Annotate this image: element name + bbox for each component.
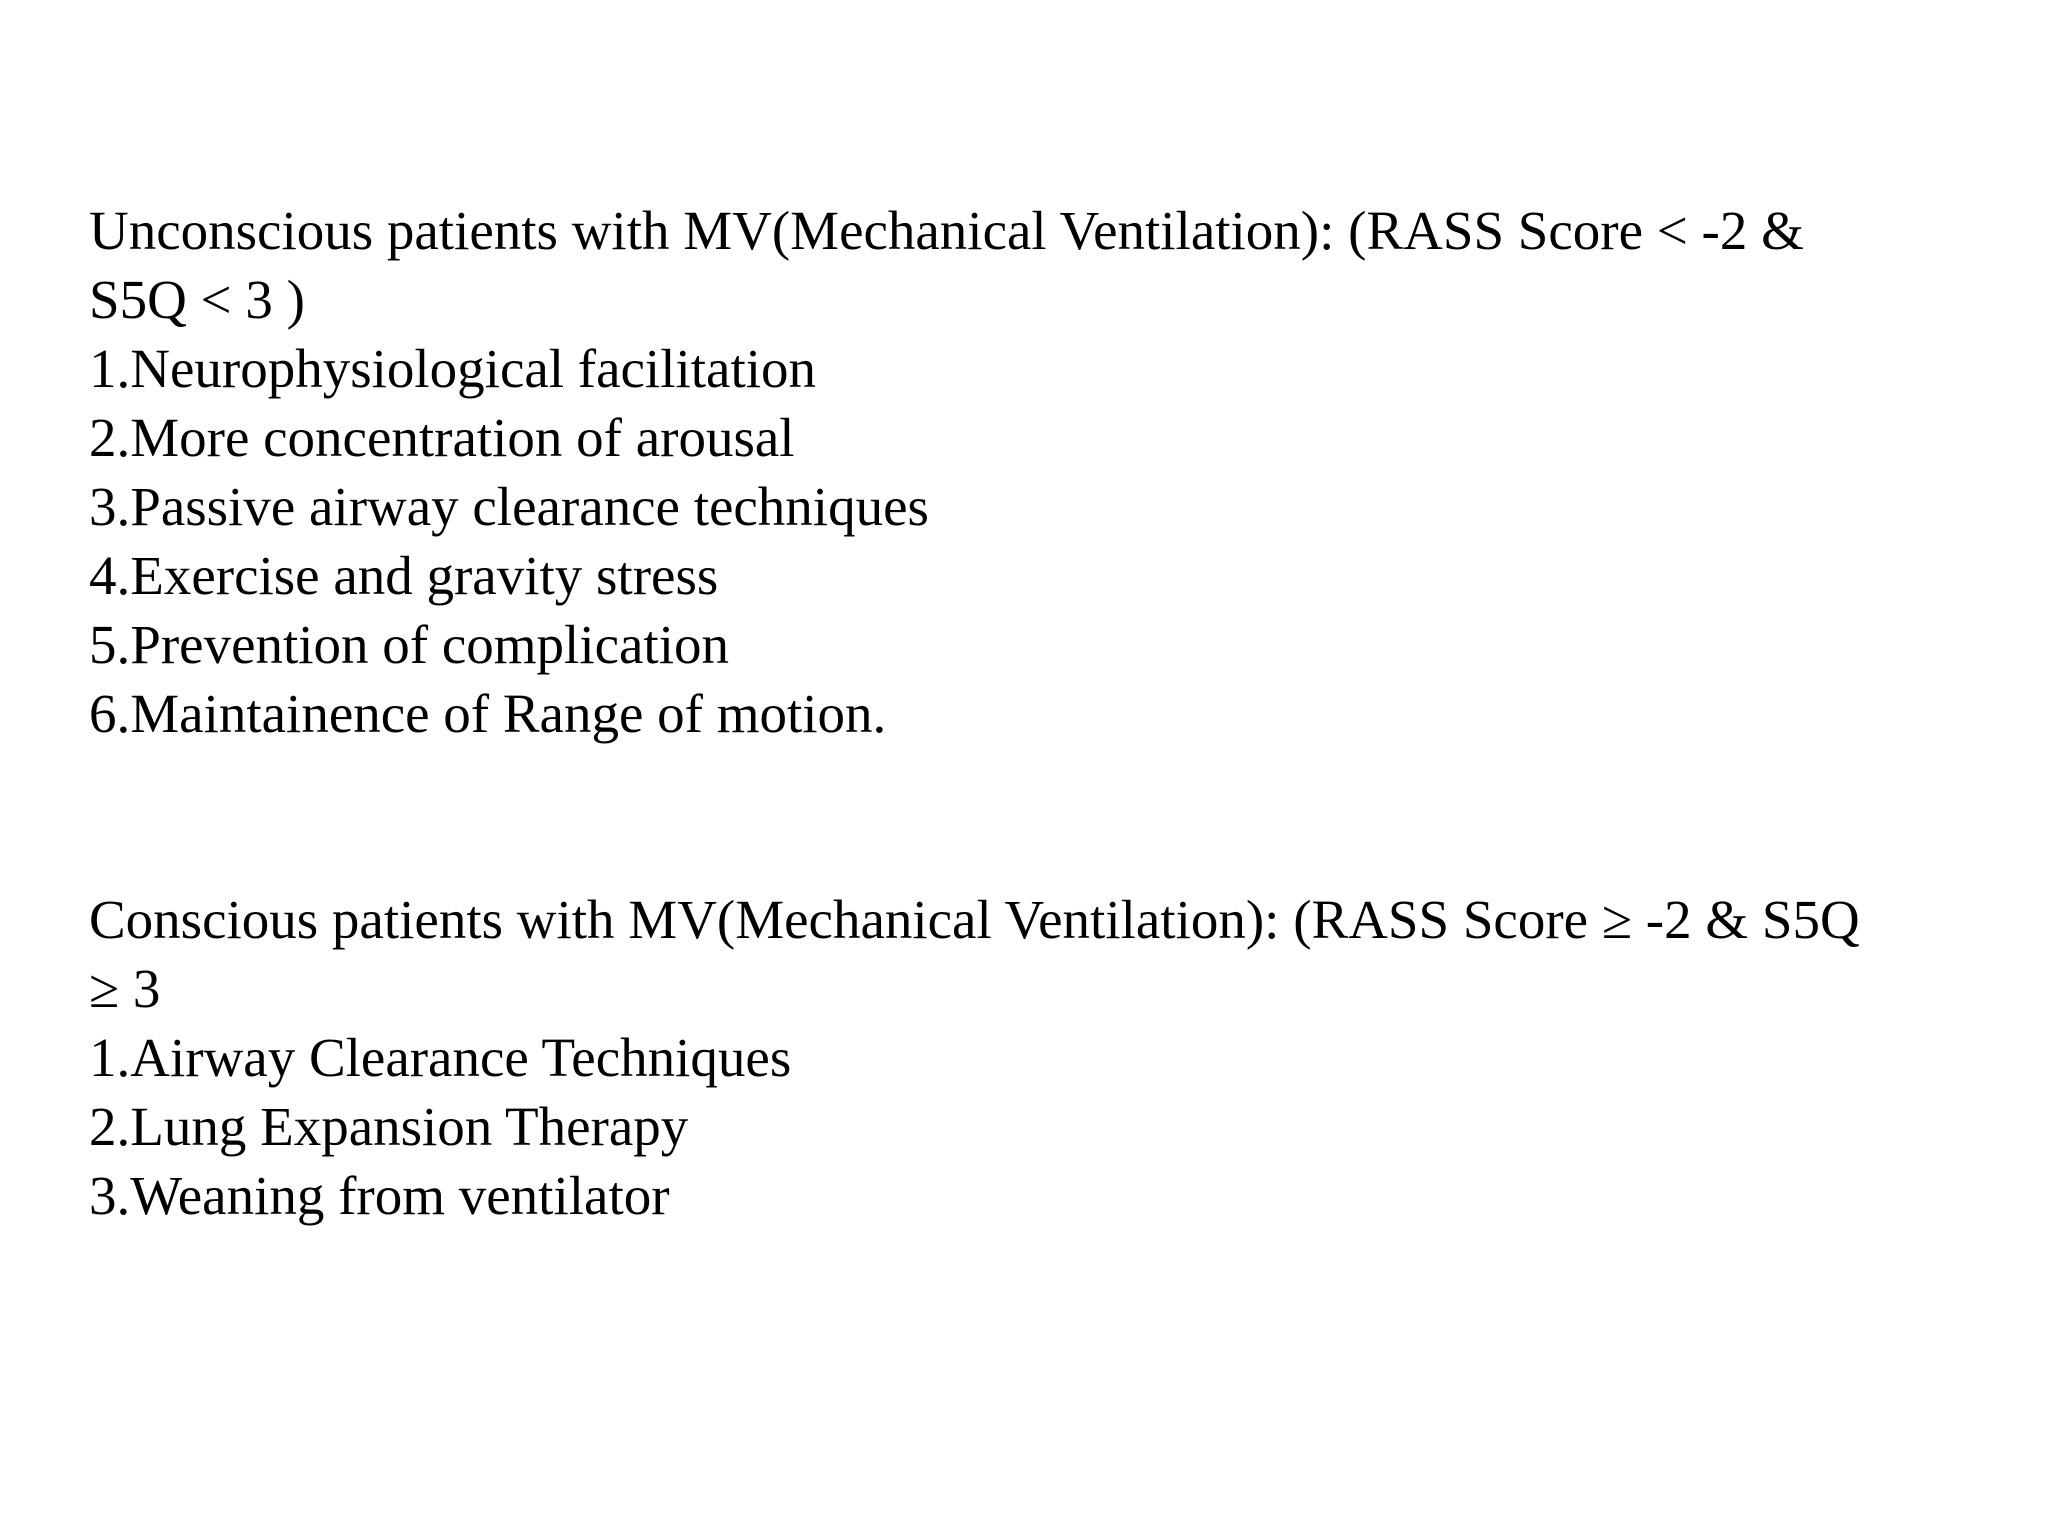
section-heading-line: Conscious patients with MV(Mechanical Ventilation): (RASS Score ≥ -2 & S5Q xyxy=(89,889,1860,950)
unconscious-patients-section xyxy=(89,196,1989,748)
list-item: 5.Prevention of complication xyxy=(89,614,729,675)
conscious-patients-section xyxy=(89,885,1989,1230)
list-item: 2.Lung Expansion Therapy xyxy=(89,1096,689,1157)
intervention-list xyxy=(89,1023,1989,1230)
list-item: 1.Airway Clearance Techniques xyxy=(89,1027,792,1088)
list-item: 1.Neurophysiological facilitation xyxy=(89,338,817,399)
list-item: 3.Passive airway clearance techniques xyxy=(89,476,929,537)
section-heading-line: Unconscious patients with MV(Mechanical Ventilation): (RASS Score < -2 & xyxy=(89,200,1804,261)
section-heading-line: S5Q < 3 ) xyxy=(89,269,305,330)
intervention-list xyxy=(89,334,1989,748)
list-item: 6.Maintainence of Range of motion. xyxy=(89,683,887,744)
list-item: 4.Exercise and gravity stress xyxy=(89,545,719,606)
list-item: 3.Weaning from ventilator xyxy=(89,1165,670,1226)
list-item: 2.More concentration of arousal xyxy=(89,407,795,468)
section-heading-line: ≥ 3 xyxy=(89,958,161,1019)
